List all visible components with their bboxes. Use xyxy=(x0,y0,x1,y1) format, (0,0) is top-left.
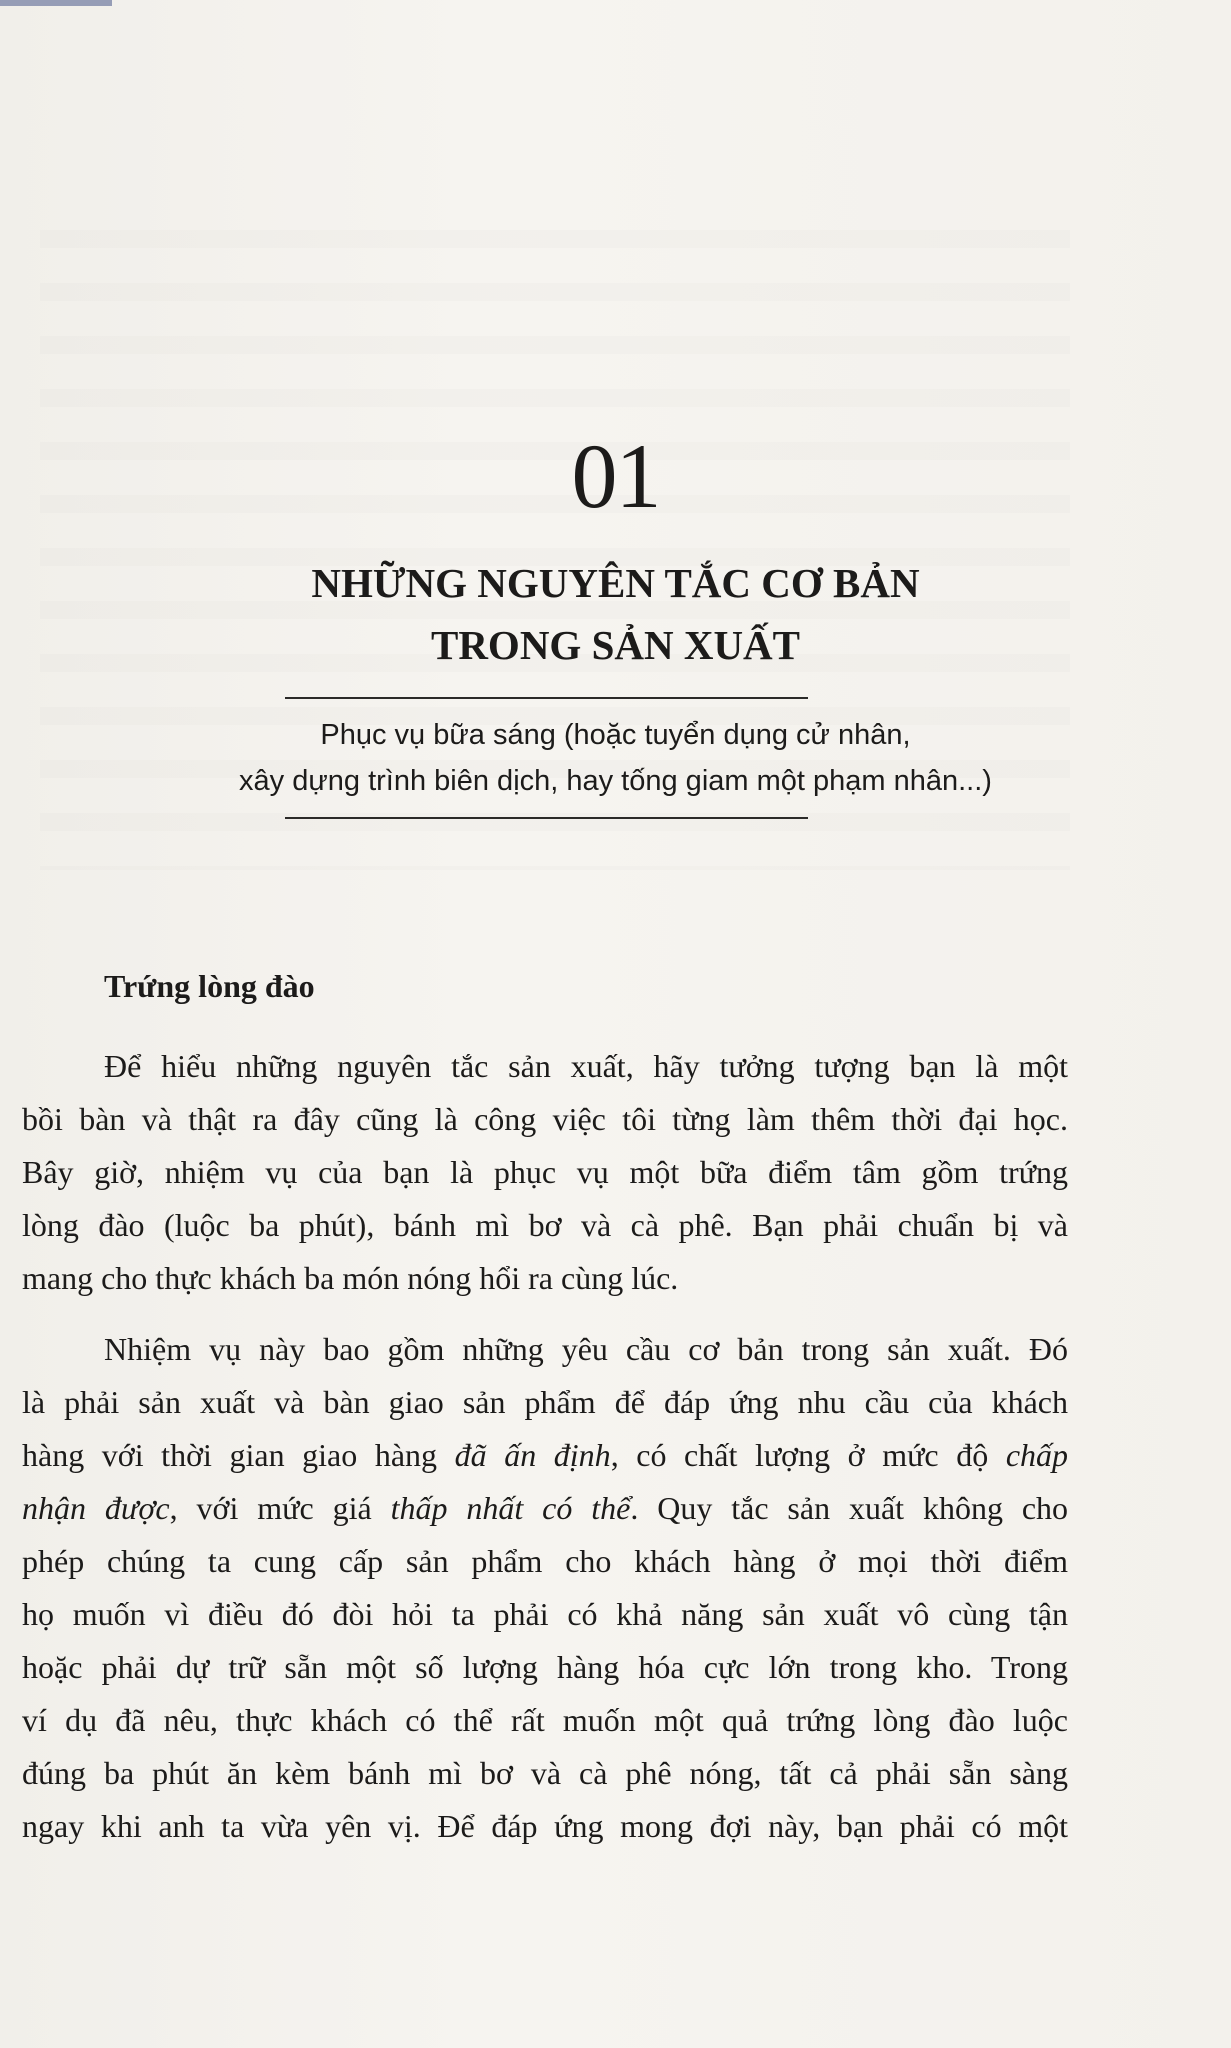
paragraph-1-line-5: mang cho thực khách ba món nóng hổi ra cùng lúc. xyxy=(22,1260,679,1296)
paragraph-2-line-2: là phải sản xuất và bàn giao sản phẩm để đáp ứng nhu cầu của khách xyxy=(22,1384,1068,1420)
text-run: hàng với thời gian giao hàng xyxy=(22,1437,455,1473)
paragraph-2-line-3 xyxy=(22,1429,1068,1482)
chapter-subtitle-line-1: Phục vụ bữa sáng (hoặc tuyển dụng cử nhân, xyxy=(320,719,911,751)
paragraph-1 xyxy=(22,1040,1068,1305)
paragraph-2-line-7: hoặc phải dự trữ sẵn một số lượng hàng hóa cực lớn trong kho. Trong xyxy=(22,1649,1068,1685)
text-run: , có chất lượng ở mức độ xyxy=(610,1437,1006,1473)
chapter-number: 01 xyxy=(571,425,660,527)
paragraph-2-line-10: ngay khi anh ta vừa yên vị. Để đáp ứng mong đợi này, bạn phải có một xyxy=(22,1808,1068,1844)
chapter-subtitle xyxy=(0,712,1231,804)
italic-run: nhận được xyxy=(22,1490,170,1526)
paragraph-2 xyxy=(22,1323,1068,1853)
paragraph-2-line-1: Nhiệm vụ này bao gồm những yêu cầu cơ bản trong sản xuất. Đó xyxy=(104,1331,1068,1367)
subtitle-bottom-rule xyxy=(285,817,808,819)
italic-run: chấp xyxy=(1005,1437,1069,1473)
paragraph-2-line-8: ví dụ đã nêu, thực khách có thể rất muốn một quả trứng lòng đào luộc xyxy=(22,1702,1068,1738)
text-run: , với mức giá xyxy=(169,1490,391,1526)
paragraph-1-line-3: Bây giờ, nhiệm vụ của bạn là phục vụ một bữa điểm tâm gồm trứng xyxy=(22,1154,1068,1190)
paragraph-2-line-9: đúng ba phút ăn kèm bánh mì bơ và cà phê nóng, tất cả phải sẵn sàng xyxy=(22,1755,1068,1791)
paragraph-1-line-4: lòng đào (luộc ba phút), bánh mì bơ và cà phê. Bạn phải chuẩn bị và xyxy=(22,1207,1068,1243)
italic-run: đã ấn định xyxy=(454,1437,611,1473)
scan-edge-mark xyxy=(0,0,112,6)
chapter-title xyxy=(0,552,1231,676)
paragraph-1-line-2: bồi bàn và thật ra đây cũng là công việc tôi từng làm thêm thời đại học. xyxy=(22,1101,1068,1137)
paragraph-2-line-4 xyxy=(22,1482,1068,1535)
chapter-title-line-2: TRONG SẢN XUẤT xyxy=(430,622,801,668)
text-run: . Quy tắc sản xuất không cho xyxy=(630,1490,1069,1526)
italic-run: thấp nhất có thể xyxy=(390,1490,631,1526)
section-heading: Trứng lòng đào xyxy=(104,968,315,1004)
paragraph-2-line-5: phép chúng ta cung cấp sản phẩm cho khách hàng ở mọi thời điểm xyxy=(22,1543,1068,1579)
paragraph-1-line-1: Để hiểu những nguyên tắc sản xuất, hãy tưởng tượng bạn là một xyxy=(104,1048,1068,1084)
paragraph-2-line-6: họ muốn vì điều đó đòi hỏi ta phải có khả năng sản xuất vô cùng tận xyxy=(22,1596,1068,1632)
chapter-subtitle-line-2: xây dựng trình biên dịch, hay tống giam một phạm nhân...) xyxy=(239,765,992,797)
chapter-title-line-1: NHỮNG NGUYÊN TẮC CƠ BẢN xyxy=(311,560,920,606)
subtitle-top-rule xyxy=(285,697,808,699)
